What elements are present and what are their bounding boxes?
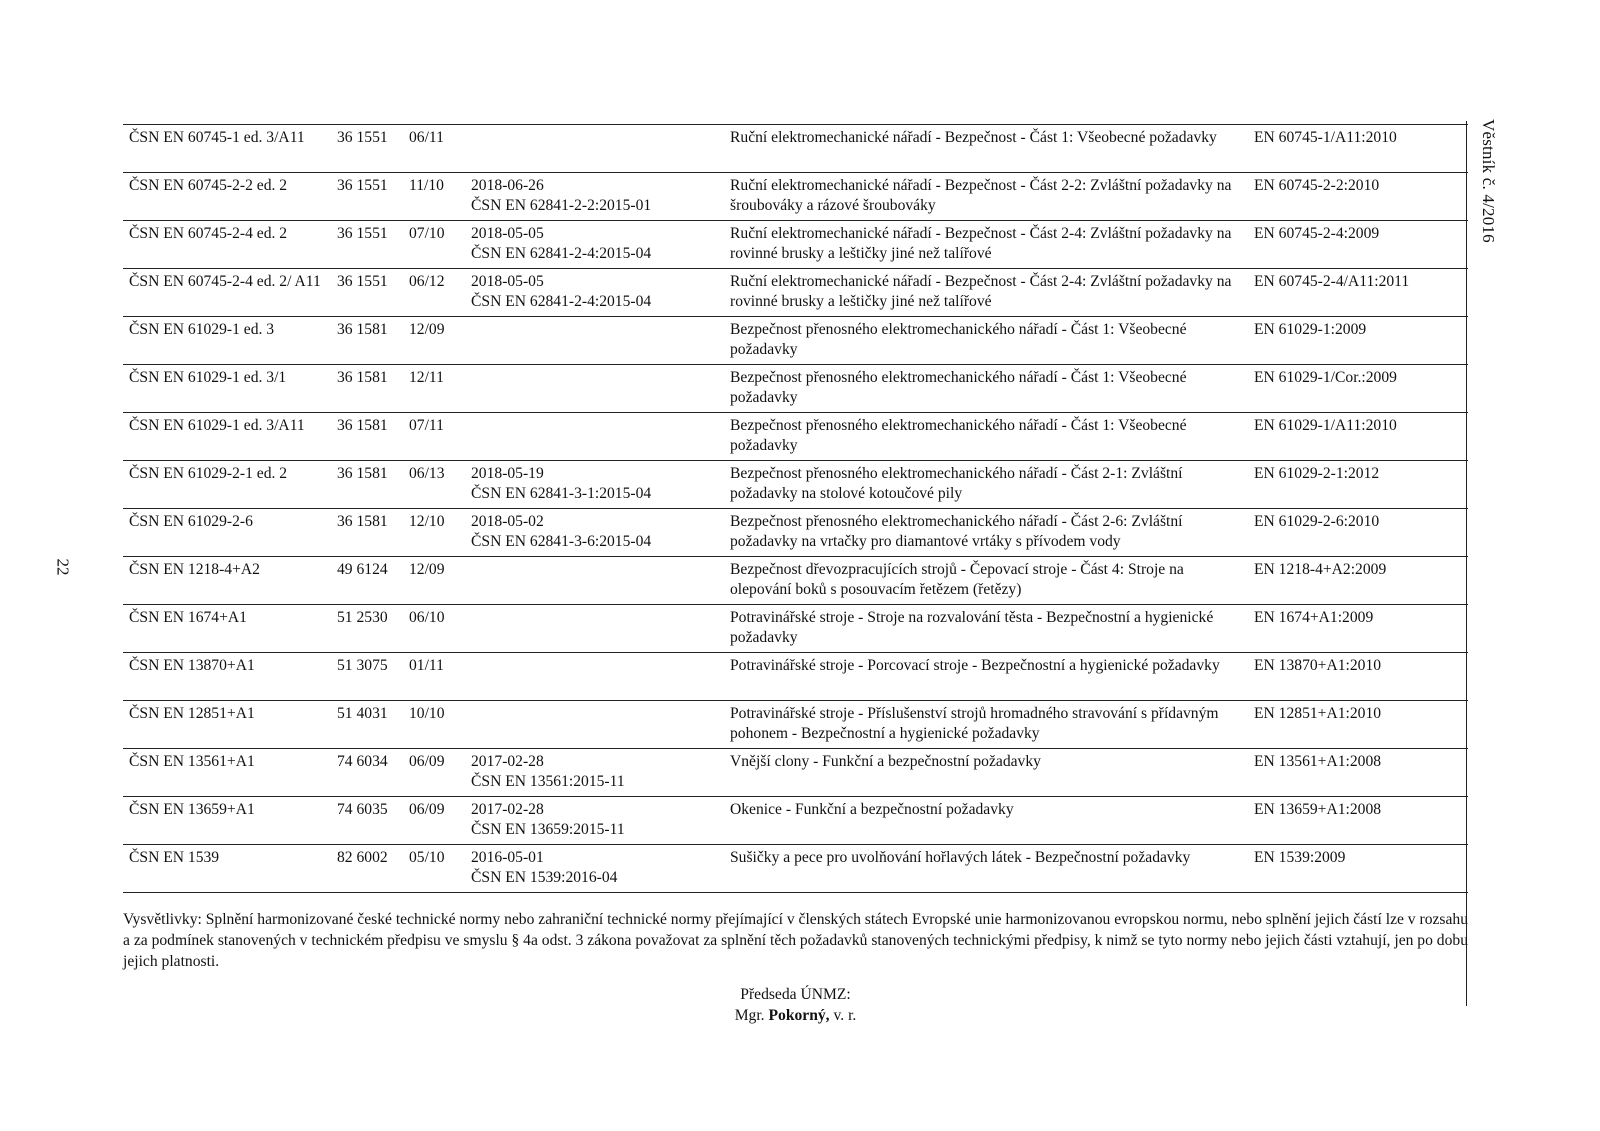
title-cell: Vnější clony - Funkční a bezpečnostní požadavky <box>730 753 1041 770</box>
en-standard-cell: EN 13659+A1:2008 <box>1254 801 1382 818</box>
en-standard-cell: EN 1218-4+A2:2009 <box>1254 561 1387 578</box>
standard-cell: ČSN EN 1218-4+A2 <box>129 561 260 578</box>
signature-prefix: Mgr. <box>734 1007 765 1024</box>
en-standard-cell: EN 61029-2-6:2010 <box>1254 513 1380 530</box>
replacing-standard: ČSN EN 62841-2-4:2015-04 <box>471 245 652 262</box>
replacing-standard: ČSN EN 62841-3-6:2015-04 <box>471 533 652 550</box>
standard-cell: ČSN EN 60745-2-4 ed. 2/ A11 <box>129 273 321 290</box>
replacement-cell <box>465 653 724 701</box>
date-cell: 12/10 <box>409 513 445 530</box>
class-code-cell: 74 6035 <box>337 801 388 818</box>
replacing-standard: ČSN EN 62841-3-1:2015-04 <box>471 485 652 502</box>
en-standard-cell: EN 60745-1/A11:2010 <box>1254 129 1397 146</box>
replacement-cell <box>465 509 724 557</box>
date-cell: 12/11 <box>409 369 444 386</box>
table-row <box>123 653 1468 701</box>
replacement-cell <box>465 749 724 797</box>
title-cell: Ruční elektromechanické nářadí - Bezpečnost - Část 1: Všeobecné požadavky <box>730 129 1217 146</box>
en-standard-cell: EN 61029-2-1:2012 <box>1254 465 1380 482</box>
replacement-cell <box>465 173 724 221</box>
table-row <box>123 461 1468 509</box>
class-code-cell: 51 4031 <box>337 705 388 722</box>
date-cell: 06/11 <box>409 129 444 146</box>
title-cell: Ruční elektromechanické nářadí - Bezpečnost - Část 2-4: Zvláštní požadavky na rovinné brusky a leštičky jiné než talířové <box>730 273 1232 310</box>
table-row <box>123 557 1468 605</box>
end-of-validity-date: 2017-02-28 <box>471 753 544 770</box>
title-cell: Bezpečnost přenosného elektromechanického nářadí - Část 1: Všeobecné požadavky <box>730 369 1187 406</box>
replacement-cell <box>465 605 724 653</box>
title-cell: Potravinářské stroje - Porcovací stroje - Bezpečnostní a hygienické požadavky <box>730 657 1220 674</box>
en-standard-cell: EN 13870+A1:2010 <box>1254 657 1382 674</box>
replacement-cell <box>465 797 724 845</box>
title-cell: Bezpečnost přenosného elektromechanického nářadí - Část 1: Všeobecné požadavky <box>730 417 1187 454</box>
standard-cell: ČSN EN 61029-1 ed. 3 <box>129 321 275 338</box>
class-code-cell: 36 1581 <box>337 321 388 338</box>
replacing-standard: ČSN EN 62841-2-4:2015-04 <box>471 293 652 310</box>
date-cell: 07/10 <box>409 225 445 242</box>
date-cell: 06/09 <box>409 753 445 770</box>
standard-cell: ČSN EN 61029-1 ed. 3/A11 <box>129 417 305 434</box>
class-code-cell: 51 2530 <box>337 609 388 626</box>
standard-cell: ČSN EN 61029-2-1 ed. 2 <box>129 465 288 482</box>
table-row <box>123 845 1468 893</box>
date-cell: 01/11 <box>409 657 444 674</box>
standard-cell: ČSN EN 60745-2-4 ed. 2 <box>129 225 288 242</box>
end-of-validity-date: 2016-05-01 <box>471 849 544 866</box>
table-row <box>123 269 1468 317</box>
replacement-cell <box>465 557 724 605</box>
standard-cell: ČSN EN 12851+A1 <box>129 705 255 722</box>
standard-cell: ČSN EN 1674+A1 <box>129 609 247 626</box>
title-cell: Okenice - Funkční a bezpečnostní požadavky <box>730 801 1014 818</box>
table-row <box>123 749 1468 797</box>
table-row <box>123 365 1468 413</box>
date-cell: 05/10 <box>409 849 445 866</box>
en-standard-cell: EN 60745-2-2:2010 <box>1254 177 1380 194</box>
table-row <box>123 173 1468 221</box>
replacement-cell <box>465 845 724 893</box>
replacing-standard: ČSN EN 13561:2015-11 <box>471 773 625 790</box>
title-cell: Ruční elektromechanické nářadí - Bezpečnost - Část 2-2: Zvláštní požadavky na šroubováky a rázové šroubováky <box>730 177 1232 214</box>
standard-cell: ČSN EN 13561+A1 <box>129 753 255 770</box>
standard-cell: ČSN EN 60745-1 ed. 3/A11 <box>129 129 305 146</box>
title-cell: Bezpečnost přenosného elektromechanického nářadí - Část 1: Všeobecné požadavky <box>730 321 1187 358</box>
title-cell: Bezpečnost dřevozpracujících strojů - Čepovací stroje - Část 4: Stroje na olepování boků s posouvacím řetězem (řetězy) <box>730 561 1184 598</box>
replacing-standard: ČSN EN 1539:2016-04 <box>471 869 618 886</box>
table-row <box>123 413 1468 461</box>
en-standard-cell: EN 60745-2-4:2009 <box>1254 225 1380 242</box>
title-cell: Potravinářské stroje - Stroje na rozvalování těsta - Bezpečnostní a hygienické požadavky <box>730 609 1214 646</box>
end-of-validity-date: 2018-05-05 <box>471 273 544 290</box>
table-row <box>123 797 1468 845</box>
standard-cell: ČSN EN 13659+A1 <box>129 801 255 818</box>
en-standard-cell: EN 61029-1/A11:2010 <box>1254 417 1397 434</box>
date-cell: 06/09 <box>409 801 445 818</box>
explanatory-notes: Vysvětlivky: Splnění harmonizované české technické normy nebo zahraniční technické normy přejímající v členských státech Evropské unie harmonizovanou evropskou normu, nebo splnění jejich částí lze v rozsahu a za podmínek stanovených v technickém předpisu ve smyslu § 4a odst. 3 zákona považovat za splnění těch požadavků stanovených technickými předpisy, k nimž se tyto normy nebo jejich části vztahují, jen po dobu jejich platnosti. <box>123 911 1468 970</box>
class-code-cell: 36 1581 <box>337 417 388 434</box>
replacement-cell <box>465 701 724 749</box>
class-code-cell: 36 1581 <box>337 369 388 386</box>
replacement-cell <box>465 221 724 269</box>
standard-cell: ČSN EN 61029-2-6 <box>129 513 253 530</box>
replacement-cell <box>465 317 724 365</box>
end-of-validity-date: 2018-05-02 <box>471 513 544 530</box>
standard-cell: ČSN EN 1539 <box>129 849 220 866</box>
en-standard-cell: EN 60745-2-4/A11:2011 <box>1254 273 1410 290</box>
end-of-validity-date: 2017-02-28 <box>471 801 544 818</box>
date-cell: 11/10 <box>409 177 444 194</box>
journal-issue-header: Věstník č. 4/2016 <box>1479 119 1498 243</box>
en-standard-cell: EN 61029-1:2009 <box>1254 321 1367 338</box>
end-of-validity-date: 2018-05-05 <box>471 225 544 242</box>
replacement-cell <box>465 365 724 413</box>
title-cell: Bezpečnost přenosného elektromechanického nářadí - Část 2-1: Zvláštní požadavky na stolové kotoučové pily <box>730 465 1183 502</box>
class-code-cell: 36 1581 <box>337 513 388 530</box>
replacement-cell <box>465 461 724 509</box>
title-cell: Ruční elektromechanické nářadí - Bezpečnost - Část 2-4: Zvláštní požadavky na rovinné brusky a leštičky jiné než talířové <box>730 225 1232 262</box>
signature-role: Předseda ÚNMZ: <box>740 986 851 1003</box>
signature-line <box>123 1005 1468 1026</box>
en-standard-cell: EN 1539:2009 <box>1254 849 1346 866</box>
table-row <box>123 317 1468 365</box>
date-cell: 12/09 <box>409 321 445 338</box>
table-row <box>123 605 1468 653</box>
signature-block <box>123 984 1468 1026</box>
class-code-cell: 36 1551 <box>337 273 388 290</box>
table-row <box>123 221 1468 269</box>
class-code-cell: 36 1551 <box>337 177 388 194</box>
en-standard-cell: EN 61029-1/Cor.:2009 <box>1254 369 1397 386</box>
signature-suffix: v. r. <box>833 1007 857 1024</box>
standard-cell: ČSN EN 13870+A1 <box>129 657 255 674</box>
title-cell: Bezpečnost přenosného elektromechanického nářadí - Část 2-6: Zvláštní požadavky na vrtačky pro diamantové vrtáky s přívodem vody <box>730 513 1183 550</box>
class-code-cell: 36 1551 <box>337 129 388 146</box>
document-content <box>123 124 1468 1026</box>
end-of-validity-date: 2018-05-19 <box>471 465 544 482</box>
date-cell: 10/10 <box>409 705 445 722</box>
date-cell: 06/13 <box>409 465 445 482</box>
replacing-standard: ČSN EN 62841-2-2:2015-01 <box>471 197 652 214</box>
signature-name: Pokorný, <box>768 1007 830 1024</box>
class-code-cell: 51 3075 <box>337 657 388 674</box>
table-row <box>123 509 1468 557</box>
end-of-validity-date: 2018-06-26 <box>471 177 544 194</box>
class-code-cell: 74 6034 <box>337 753 388 770</box>
en-standard-cell: EN 1674+A1:2009 <box>1254 609 1374 626</box>
en-standard-cell: EN 13561+A1:2008 <box>1254 753 1382 770</box>
standards-table <box>123 124 1468 893</box>
replacing-standard: ČSN EN 13659:2015-11 <box>471 821 625 838</box>
date-cell: 07/11 <box>409 417 444 434</box>
replacement-cell <box>465 269 724 317</box>
page-number: 22 <box>53 558 73 576</box>
date-cell: 12/09 <box>409 561 445 578</box>
title-cell: Sušičky a pece pro uvolňování hořlavých látek - Bezpečnostní požadavky <box>730 849 1191 866</box>
table-row <box>123 701 1468 749</box>
table-row <box>123 125 1468 173</box>
replacement-cell <box>465 125 724 173</box>
date-cell: 06/12 <box>409 273 445 290</box>
class-code-cell: 49 6124 <box>337 561 388 578</box>
title-cell: Potravinářské stroje - Příslušenství strojů hromadného stravování s přídavným pohonem - Bezpečnostní a hygienické požadavky <box>730 705 1219 742</box>
en-standard-cell: EN 12851+A1:2010 <box>1254 705 1382 722</box>
standard-cell: ČSN EN 60745-2-2 ed. 2 <box>129 177 288 194</box>
replacement-cell <box>465 413 724 461</box>
class-code-cell: 36 1581 <box>337 465 388 482</box>
date-cell: 06/10 <box>409 609 445 626</box>
standard-cell: ČSN EN 61029-1 ed. 3/1 <box>129 369 287 386</box>
class-code-cell: 82 6002 <box>337 849 388 866</box>
class-code-cell: 36 1551 <box>337 225 388 242</box>
